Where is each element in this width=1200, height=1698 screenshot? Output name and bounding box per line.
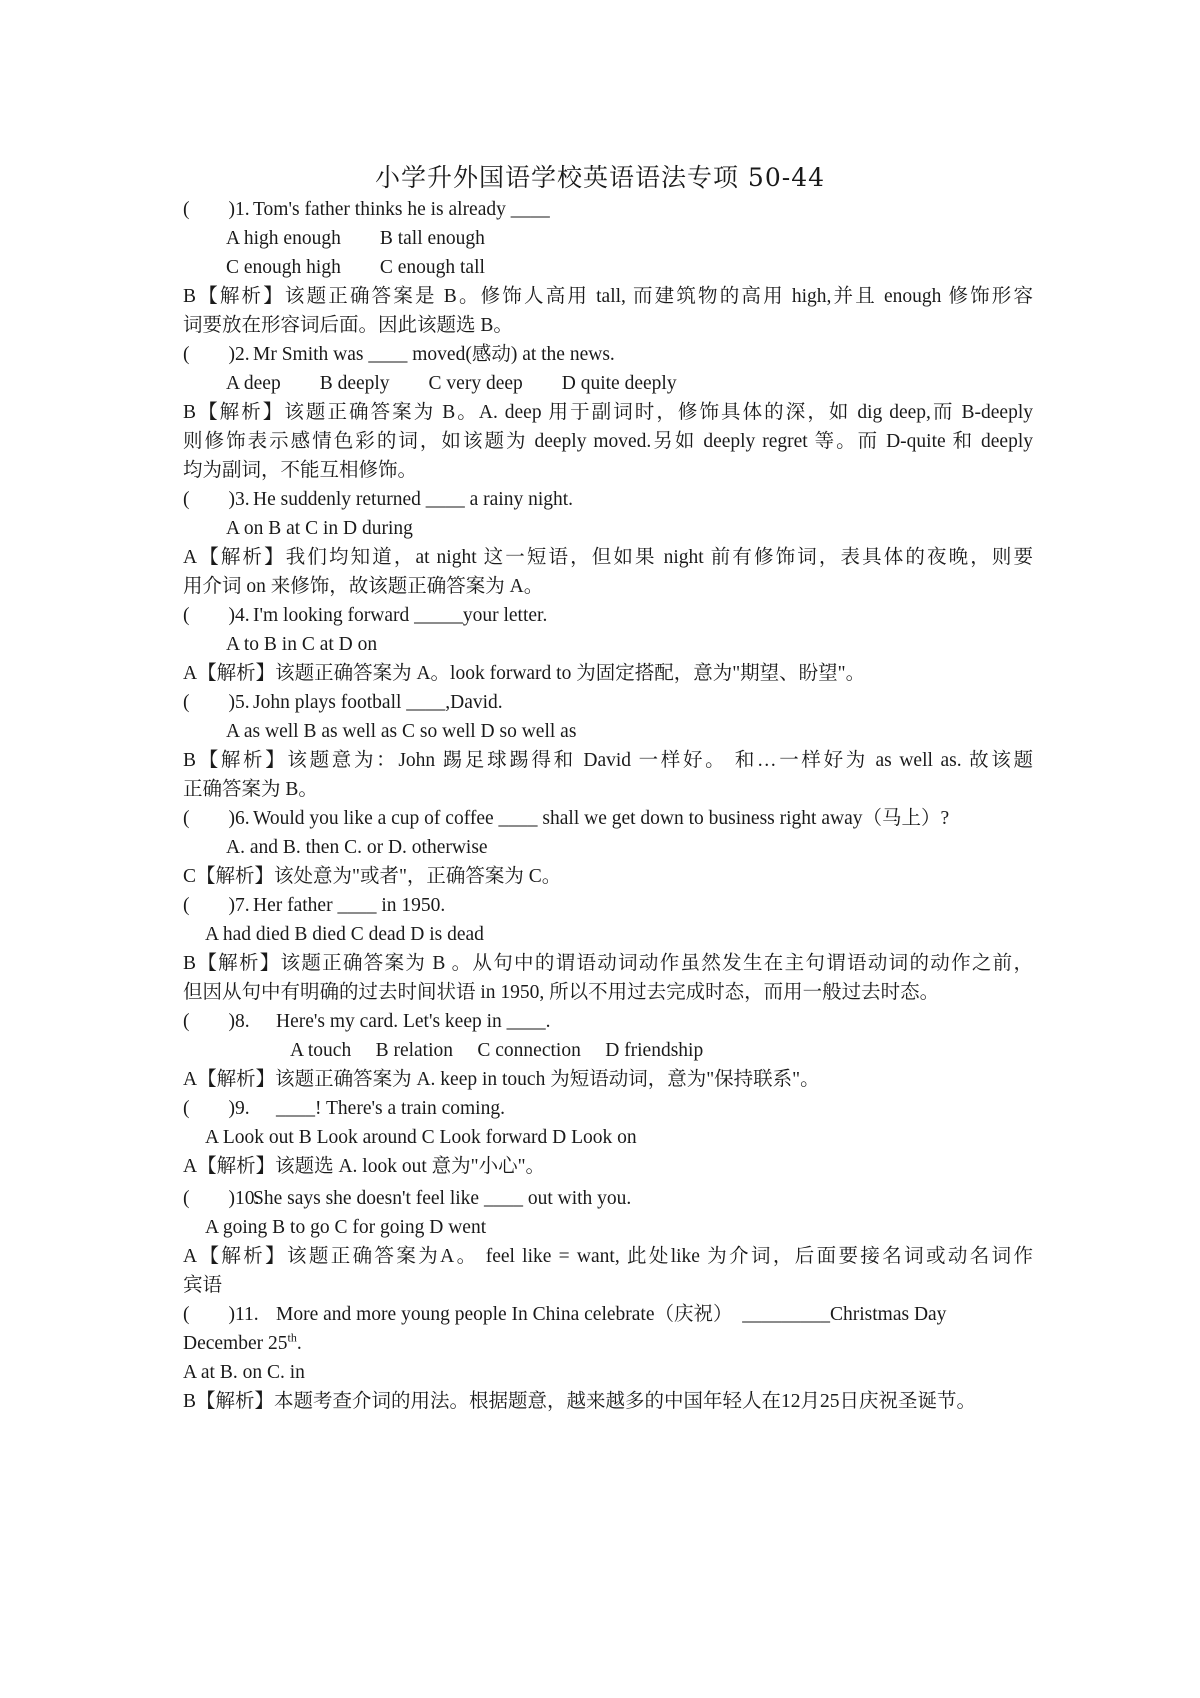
question-6 [183, 805, 1033, 833]
question-text: Mr Smith was ____ moved(感动) at the news. [253, 344, 615, 365]
question-7-explanation-1: B【解析】该题正确答案为 B 。从句中的谓语动词动作虽然发生在主句谓语动词的动作之前， [183, 953, 1033, 974]
answer-blank-paren: ( )6. [183, 808, 250, 829]
period: . [296, 1333, 302, 1354]
answer-blank-paren: ( )10. [183, 1188, 260, 1209]
question-9-explanation: A【解析】该题选 A. look out 意为"小心"。 [183, 1156, 546, 1177]
question-1 [183, 196, 1033, 224]
question-2 [183, 341, 1033, 369]
question-7 [183, 892, 1033, 920]
question-text: She says she doesn't feel like ____ out with you. [253, 1188, 632, 1209]
question-11-options: A at B. on C. in [183, 1362, 305, 1383]
question-2-explanation-1: B【解析】该题正确答案为 B。A. deep 用于副词时，修饰具体的深，如 dig deep,而 B-deeply [183, 402, 1033, 423]
answer-blank-paren: ( )1. [183, 199, 250, 220]
answer-blank-paren: ( )2. [183, 344, 250, 365]
question-5-options: A as well B as well as C so well D so well as [226, 721, 577, 742]
question-5-explanation-2: 正确答案为 B。 [183, 779, 318, 800]
question-2-explanation-2: 则修饰表示感情色彩的词，如该题为 deeply moved.另如 deeply regret 等。而 D-quite 和 deeply [183, 431, 1033, 452]
question-5 [183, 689, 1033, 717]
question-7-explanation-2: 但因从句中有明确的过去时间状语 in 1950, 所以不用过去完成时态，而用一般过去时态。 [183, 982, 940, 1003]
answer-blank-paren: ( )5. [183, 692, 250, 713]
question-10-explanation-2: 宾语 [183, 1275, 223, 1296]
question-4-options: A to B in C at D on [226, 634, 378, 655]
question-1-options-1: A high enough B tall enough [226, 228, 485, 249]
question-10 [183, 1185, 1033, 1213]
answer-blank-paren: ( )9. [183, 1098, 250, 1119]
answer-blank-paren: ( )4. [183, 605, 250, 626]
question-text: ____! There's a train coming. [276, 1098, 505, 1119]
question-1-explanation-1: B【解析】该题正确答案是 B。修饰人高用 tall, 而建筑物的高用 high,并且 enough 修饰形容 [183, 286, 1033, 307]
question-10-options: A going B to go C for going D went [205, 1217, 487, 1238]
question-text-continued: December 25 [183, 1333, 288, 1354]
question-3-explanation-1: A【解析】我们均知道，at night 这一短语，但如果 night 前有修饰词，表具体的夜晚，则要 [183, 547, 1033, 568]
question-1-explanation-2: 词要放在形容词后面。因此该题选 B。 [183, 315, 513, 336]
question-11 [183, 1301, 1033, 1329]
question-5-explanation-1: B【解析】该题意为：John 踢足球踢得和 David 一样好。 和…一样好为 as well as. 故该题 [183, 750, 1033, 771]
question-text: More and more young people In China celebrate（庆祝） _________Christmas Day [276, 1304, 947, 1325]
question-3-explanation-2: 用介词 on 来修饰，故该题正确答案为 A。 [183, 576, 544, 597]
question-text: Tom's father thinks he is already ____ [253, 199, 550, 220]
question-4-explanation: A【解析】该题正确答案为 A。look forward to 为固定搭配，意为"期望、盼望"。 [183, 663, 866, 684]
question-7-options: A had died B died C dead D is dead [205, 924, 484, 945]
question-text: John plays football ____,David. [253, 692, 503, 713]
question-2-options: A deep B deeply C very deep D quite deeply [226, 373, 677, 394]
question-11-continued [183, 1330, 1033, 1358]
question-text: Here's my card. Let's keep in ____. [276, 1011, 551, 1032]
question-3 [183, 486, 1033, 514]
question-text: He suddenly returned ____ a rainy night. [253, 489, 574, 510]
page-title: 小学升外国语学校英语语法专项 50-44 [374, 163, 826, 192]
question-11-explanation: B【解析】本题考查介词的用法。根据题意，越来越多的中国年轻人在12月25日庆祝圣诞节。 [183, 1391, 977, 1412]
question-8-options: A touch B relation C connection D friendship [290, 1040, 704, 1061]
question-8 [183, 1008, 1033, 1036]
answer-blank-paren: ( )3. [183, 489, 250, 510]
answer-blank-paren: ( )11. [183, 1304, 259, 1325]
question-text: I'm looking forward _____your letter. [253, 605, 548, 626]
question-1-options-2: C enough high C enough tall [226, 257, 485, 278]
answer-blank-paren: ( )8. [183, 1011, 250, 1032]
question-4 [183, 602, 1033, 630]
question-8-explanation: A【解析】该题正确答案为 A. keep in touch 为短语动词，意为"保持联系"。 [183, 1069, 820, 1090]
question-6-explanation: C【解析】该处意为"或者"，正确答案为 C。 [183, 866, 562, 887]
answer-blank-paren: ( )7. [183, 895, 250, 916]
question-9 [183, 1095, 1033, 1123]
question-10-explanation-1: A【解析】该题正确答案为A。 feel like = want, 此处like 为介词，后面要接名词或动名词作 [183, 1246, 1033, 1267]
question-9-options: A Look out B Look around C Look forward D Look on [205, 1127, 637, 1148]
question-3-options: A on B at C in D during [226, 518, 413, 539]
question-text: Her father ____ in 1950. [253, 895, 446, 916]
question-2-explanation-3: 均为副词，不能互相修饰。 [183, 460, 418, 481]
question-6-options: A. and B. then C. or D. otherwise [226, 837, 488, 858]
question-text: Would you like a cup of coffee ____ shall we get down to business right away（马上）? [253, 808, 950, 829]
ordinal-suffix: th [287, 1330, 297, 1345]
